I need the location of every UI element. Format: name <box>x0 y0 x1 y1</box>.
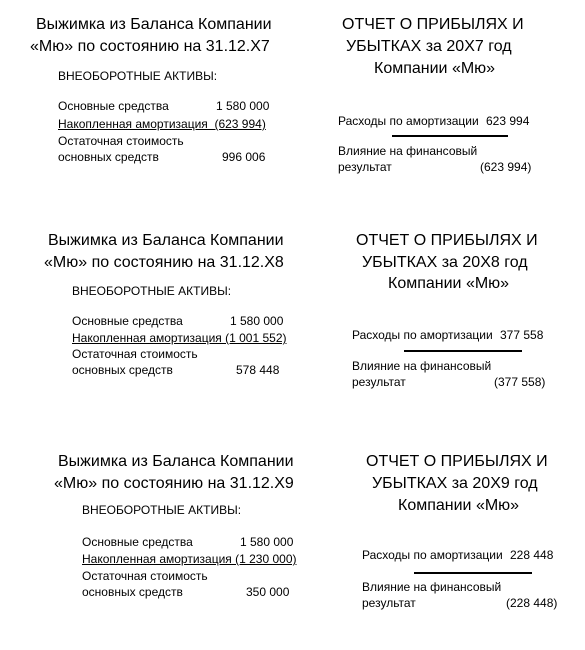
income-title-line3: Компании «Мю» <box>374 60 496 77</box>
divider-line <box>414 572 532 574</box>
fixed-assets-label: Основные средства <box>72 314 183 328</box>
balance-title-line1: Выжимка из Баланса Компании <box>58 453 294 470</box>
residual-value: 578 448 <box>236 363 280 377</box>
fixed-assets-value: 1 580 000 <box>216 99 270 113</box>
financial-effect-label-line2: результат <box>338 160 392 174</box>
income-title-line2: УБЫТКАХ за 20Х8 год <box>362 254 528 271</box>
fixed-assets-value: 1 580 000 <box>230 314 284 328</box>
depreciation-expense-value: 228 448 <box>510 548 554 562</box>
balance-title-line1: Выжимка из Баланса Компании <box>48 232 284 249</box>
residual-value: 996 006 <box>222 150 266 164</box>
divider-line <box>404 350 522 352</box>
balance-title-line2: «Мю» по состоянию на 31.12.Х8 <box>44 254 284 271</box>
residual-label-line1: Остаточная стоимость <box>82 569 208 583</box>
financial-effect-label-line2: результат <box>352 375 406 389</box>
residual-label-line2: основных средств <box>82 585 183 599</box>
income-title-line3: Компании «Мю» <box>398 497 520 514</box>
balance-title-line2: «Мю» по состоянию на 31.12.Х7 <box>30 38 270 55</box>
income-title-line3: Компании «Мю» <box>388 275 510 292</box>
income-title-line1: ОТЧЕТ О ПРИБЫЛЯХ И <box>366 453 548 470</box>
accumulated-depreciation: Накопленная амортизация (1 001 552) <box>72 331 287 345</box>
balance-title-line2: «Мю» по состоянию на 31.12.Х9 <box>54 475 294 492</box>
financial-effect-value: (377 558) <box>494 375 546 389</box>
residual-label-line1: Остаточная стоимость <box>58 134 184 148</box>
residual-label-line2: основных средств <box>72 363 173 377</box>
depreciation-expense-value: 377 558 <box>500 328 544 342</box>
residual-value: 350 000 <box>246 585 290 599</box>
financial-effect-label-line2: результат <box>362 596 416 610</box>
depreciation-expense-value: 623 994 <box>486 114 530 128</box>
depreciation-expense-label: Расходы по амортизации <box>362 548 503 562</box>
financial-effect-label-line1: Влияние на финансовый <box>338 144 478 158</box>
balance-title-line1: Выжимка из Баланса Компании <box>36 16 272 33</box>
fixed-assets-label: Основные средства <box>82 535 193 549</box>
balance-section-header: ВНЕОБОРОТНЫЕ АКТИВЫ: <box>72 284 232 298</box>
depreciation-expense-label: Расходы по амортизации <box>338 114 479 128</box>
financial-effect-label-line1: Влияние на финансовый <box>352 359 492 373</box>
income-title-line2: УБЫТКАХ за 20Х9 год <box>372 475 538 492</box>
financial-effect-value: (228 448) <box>506 596 558 610</box>
financial-effect-label-line1: Влияние на финансовый <box>362 580 502 594</box>
residual-label-line1: Остаточная стоимость <box>72 347 198 361</box>
accumulated-depreciation: Накопленная амортизация (1 230 000) <box>82 552 297 566</box>
balance-section-header: ВНЕОБОРОТНЫЕ АКТИВЫ: <box>82 503 242 517</box>
income-title-line2: УБЫТКАХ за 20Х7 год <box>346 38 512 55</box>
income-title-line1: ОТЧЕТ О ПРИБЫЛЯХ И <box>342 16 524 33</box>
depreciation-expense-label: Расходы по амортизации <box>352 328 493 342</box>
divider-line <box>392 135 508 137</box>
fixed-assets-value: 1 580 000 <box>240 535 294 549</box>
balance-section-header: ВНЕОБОРОТНЫЕ АКТИВЫ: <box>58 69 218 83</box>
income-title-line1: ОТЧЕТ О ПРИБЫЛЯХ И <box>356 232 538 249</box>
fixed-assets-label: Основные средства <box>58 99 169 113</box>
residual-label-line2: основных средств <box>58 150 159 164</box>
financial-effect-value: (623 994) <box>480 160 532 174</box>
accumulated-depreciation: Накопленная амортизация (623 994) <box>58 117 266 131</box>
